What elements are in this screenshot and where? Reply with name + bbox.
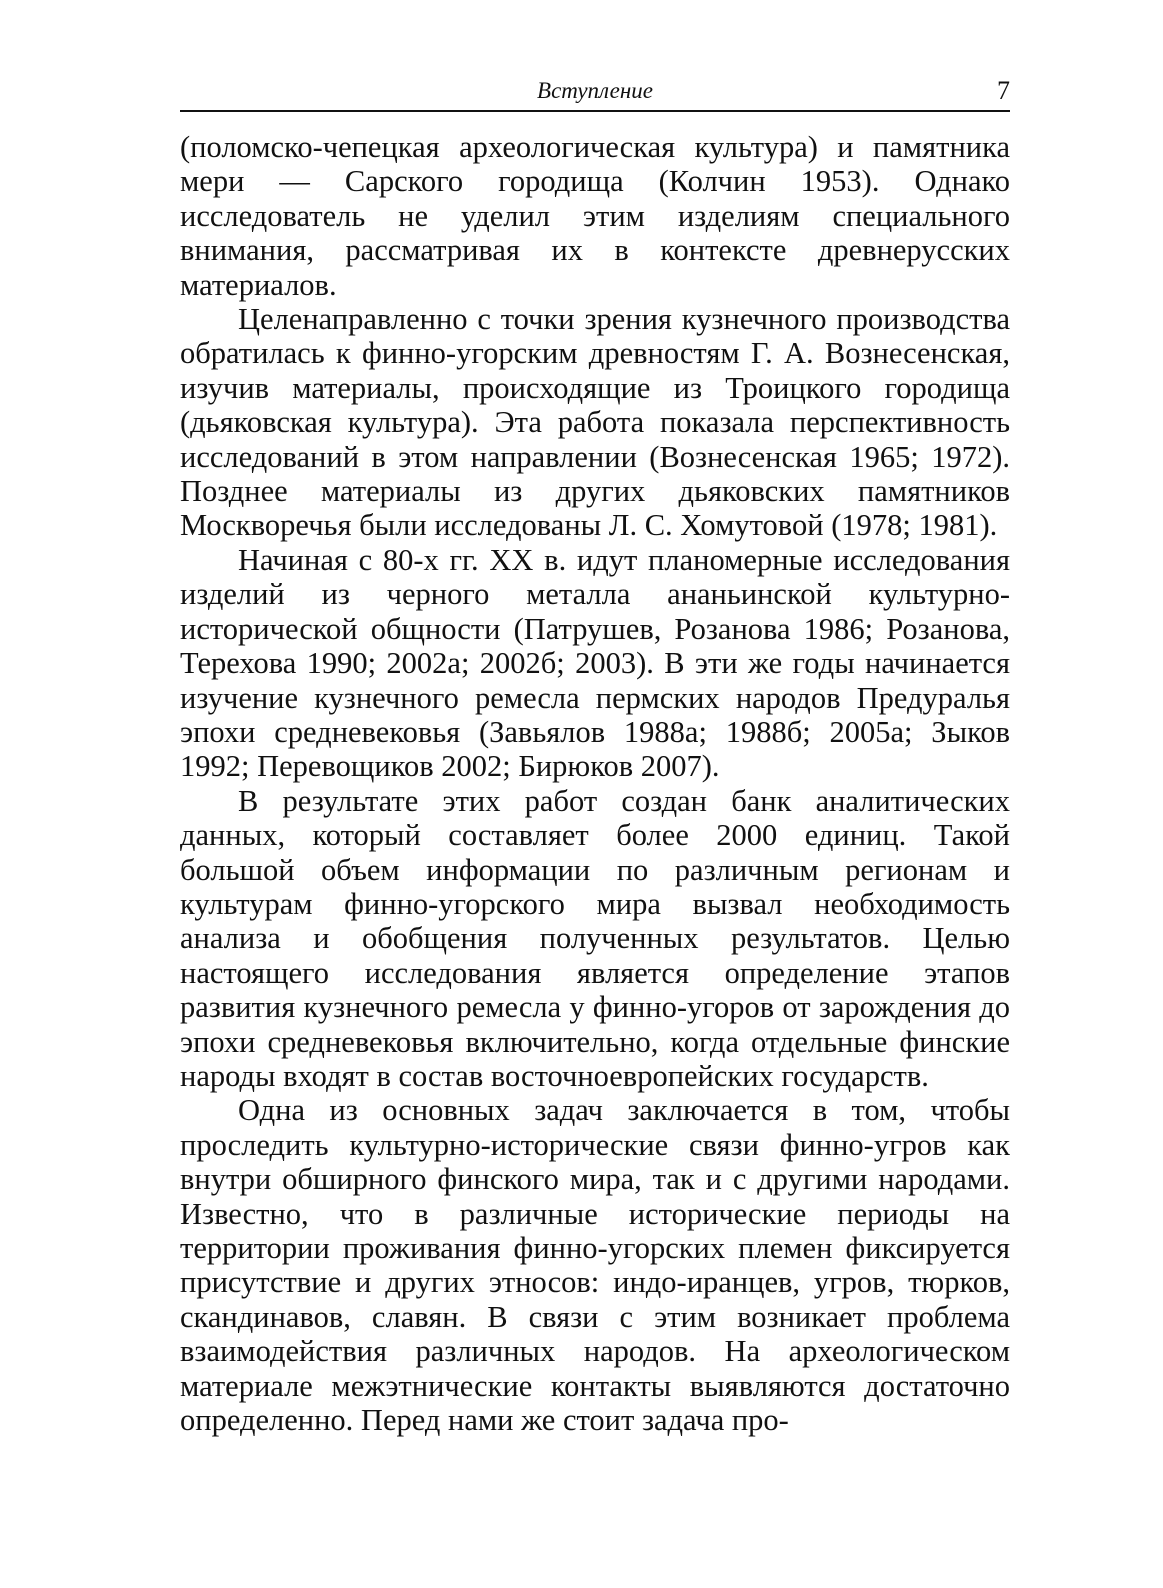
paragraph: В результате этих работ создан банк аналитических данных, который составляет более 2000 единиц. Такой большой объем информации по различным регионам и культурам финно-угорского мира вызвал необходимость анализа и обобщения полученных результатов. Целью настоящего исследования является определение этапов развития кузнечного ремесла у финно-угоров от зарождения до эпохи средневековья включительно, когда отдельные финские народы входят в состав восточноевропейских государств. [180,783,1010,1093]
paragraph: Одна из основных задач заключается в том, чтобы проследить культурно-исторические связи финно-угров как внутри обширного финского мира, так и с другими народами. Известно, что в различные исторические периоды на территории проживания финно-угорских племен фиксируется присутствие и других этносов: индо-иранцев, угров, тюрков, скандинавов, славян. В связи с этим возникает проблема взаимодействия различных народов. На археологическом материале межэтнические контакты выявляются достаточно определенно. Перед нами же стоит задача про- [180,1093,1010,1438]
paragraph: Начиная с 80-х гг. XX в. идут планомерные исследования изделий из черного металла ананьинской культурно-исторической общности (Патрушев, Розанова 1986; Розанова, Терехова 1990; 2002а; 2002б; 2003). В эти же годы начинается изучение кузнечного ремесла пермских народов Предуралья эпохи средневековья (Завьялов 1988а; 1988б; 2005а; Зыков 1992; Перевощиков 2002; Бирюков 2007). [180,542,1010,784]
running-title: Вступление [537,78,653,103]
paragraph: Целенаправленно с точки зрения кузнечного производства обратилась к финно-угорским древностям Г. А. Вознесенская, изучив материалы, происходящие из Троицкого городища (дьяковская культура). Эта работа показала перспективность исследований в этом направлении (Вознесенская 1965; 1972). Позднее материалы из других дьяковских памятников Москворечья были исследованы Л. С. Хомутовой (1978; 1981). [180,302,1010,543]
page-number: 7 [997,76,1010,105]
book-page [180,70,1010,1437]
paragraph-continuation: (поломско-чепецкая археологическая культура) и памятника мери — Сарского городища (Колчин 1953). Однако исследователь не уделил этим изделиям специального внимания, рассматривая их в контексте древнерусских материалов. [180,130,1010,302]
running-head [180,70,1010,112]
body-text [180,130,1010,1437]
